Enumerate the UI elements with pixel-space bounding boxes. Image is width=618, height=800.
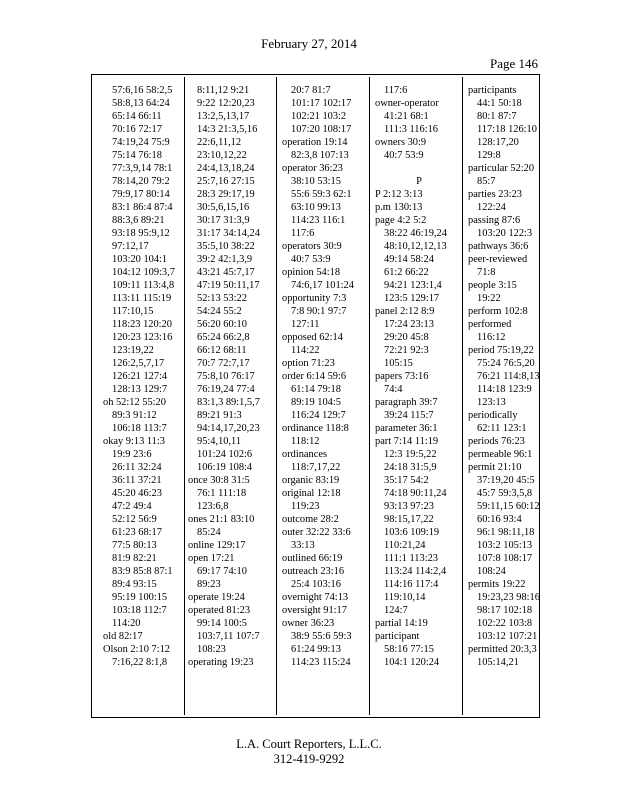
index-line: original 12:18 xyxy=(282,488,341,499)
index-line: 101:24 102:6 xyxy=(197,449,253,460)
index-line: 104:12 109:3,7 xyxy=(112,267,175,278)
index-line: 124:7 xyxy=(384,605,408,616)
index-line: 35:5,10 38:22 xyxy=(197,241,255,252)
index-line: 107:20 108:17 xyxy=(291,124,352,135)
index-line: 102:21 103:2 xyxy=(291,111,347,122)
index-line: 129:8 xyxy=(477,150,501,161)
index-line: 65:14 66:11 xyxy=(112,111,162,122)
index-line: panel 2:12 8:9 xyxy=(375,306,435,317)
index-line: 78:14,20 79:2 xyxy=(112,176,170,187)
index-line: 75:24 76:5,20 xyxy=(477,358,535,369)
index-line: operator 36:23 xyxy=(282,163,343,174)
index-line: p.m 130:13 xyxy=(375,202,423,213)
index-line: 122:24 xyxy=(477,202,506,213)
index-line: 65:24 66:2,8 xyxy=(197,332,250,343)
index-line: operators 30:9 xyxy=(282,241,342,252)
index-line xyxy=(375,162,463,175)
index-line: 37:19,20 45:5 xyxy=(477,475,535,486)
index-line: old 82:17 xyxy=(103,631,143,642)
index-line: 48:10,12,12,13 xyxy=(384,241,447,252)
index-line: organic 83:19 xyxy=(282,475,340,486)
index-line: 77:5 80:13 xyxy=(112,540,157,551)
index-line: 114:22 xyxy=(291,345,320,356)
index-line: 107:8 108:17 xyxy=(477,553,533,564)
index-line: 80:1 87:7 xyxy=(477,111,517,122)
index-line: 17:24 23:13 xyxy=(384,319,434,330)
index-line: overnight 74:13 xyxy=(282,592,349,603)
index-line: 106:19 108:4 xyxy=(197,462,253,473)
index-line: 39:24 115:7 xyxy=(384,410,434,421)
index-line: 97:12,17 xyxy=(112,241,149,252)
index-line: 24:18 31:5,9 xyxy=(384,462,437,473)
index-box xyxy=(91,74,540,718)
index-line: 9:22 12:20,23 xyxy=(197,98,255,109)
index-line: 13:2,5,13,17 xyxy=(197,111,250,122)
index-line: oh 52:12 55:20 xyxy=(103,397,166,408)
index-line: papers 73:16 xyxy=(375,371,429,382)
index-line: 110:21,24 xyxy=(384,540,426,551)
index-line: perform 102:8 xyxy=(468,306,528,317)
index-line: ordinance 118:8 xyxy=(282,423,349,434)
index-line: partial 14:19 xyxy=(375,618,428,629)
index-line: 118:12 xyxy=(291,436,320,447)
index-line: 117:10,15 xyxy=(112,306,154,317)
index-line: 89:23 xyxy=(197,579,221,590)
index-line: P 2:12 3:13 xyxy=(375,189,423,200)
index-line: 89:4 93:15 xyxy=(112,579,157,590)
index-line: 127:11 xyxy=(291,319,320,330)
index-line: 52:12 56:9 xyxy=(112,514,157,525)
index-line: permeable 96:1 xyxy=(468,449,533,460)
index-column-2 xyxy=(188,84,270,715)
index-line: 105:15 xyxy=(384,358,413,369)
index-line: people 3:15 xyxy=(468,280,517,291)
index-line: 93:18 95:9,12 xyxy=(112,228,170,239)
footer-phone: 312-419-9292 xyxy=(273,752,345,766)
index-line: 128:17,20 xyxy=(477,137,519,148)
index-line: page 4:2 5:2 xyxy=(375,215,427,226)
index-line: once 30:8 31:5 xyxy=(188,475,250,486)
index-line: 58:16 77:15 xyxy=(384,644,434,655)
index-column-3 xyxy=(282,84,370,715)
index-line: 95:19 100:15 xyxy=(112,592,168,603)
index-line: 83:1 86:4 87:4 xyxy=(112,202,173,213)
index-line: 88:3,6 89:21 xyxy=(112,215,165,226)
page-date: February 27, 2014 xyxy=(261,36,357,51)
index-line: 76:21 114:8,13 xyxy=(477,371,540,382)
index-line: 61:14 79:18 xyxy=(291,384,341,395)
page-number: Page 146 xyxy=(490,56,539,71)
index-line: 55:6 59:3 62:1 xyxy=(291,189,352,200)
index-line: operation 19:14 xyxy=(282,137,348,148)
index-line: 119:10,14 xyxy=(384,592,426,603)
index-line: 76:1 111:18 xyxy=(197,488,247,499)
index-line: 108:23 xyxy=(197,644,226,655)
index-line: 49:14 58:24 xyxy=(384,254,434,265)
index-line: outlined 66:19 xyxy=(282,553,343,564)
index-line: 52:13 53:22 xyxy=(197,293,247,304)
column-divider xyxy=(462,77,463,715)
index-line: 98:15,17,22 xyxy=(384,514,434,525)
index-line: periodically xyxy=(468,410,518,421)
index-line: opposed 62:14 xyxy=(282,332,343,343)
index-line: pathways 36:6 xyxy=(468,241,529,252)
index-line: 66:12 68:11 xyxy=(197,345,247,356)
index-line: 89:21 91:3 xyxy=(197,410,242,421)
index-line: outcome 28:2 xyxy=(282,514,339,525)
index-line: 118:23 120:20 xyxy=(112,319,172,330)
index-line: 82:3,8 107:13 xyxy=(291,150,349,161)
index-line: 99:14 100:5 xyxy=(197,618,247,629)
index-line: participants xyxy=(468,85,517,96)
index-line: 83:1,3 89:1,5,7 xyxy=(197,397,260,408)
index-line: 116:12 xyxy=(477,332,506,343)
index-line: 123:5 129:17 xyxy=(384,293,440,304)
index-line: particular 52:20 xyxy=(468,163,535,174)
index-line: 117:6 xyxy=(384,85,408,96)
index-line: 74:18 90:11,24 xyxy=(384,488,447,499)
index-line: opportunity 7:3 xyxy=(282,293,347,304)
index-line: part 7:14 11:19 xyxy=(375,436,439,447)
index-line: 120:23 123:16 xyxy=(112,332,173,343)
index-column-4 xyxy=(375,84,463,715)
column-divider xyxy=(184,77,185,715)
index-line: permitted 20:3,3 xyxy=(468,644,537,655)
index-line: 19:23,23 98:16 xyxy=(477,592,540,603)
index-line: 38:9 55:6 59:3 xyxy=(291,631,352,642)
index-line: 41:21 68:1 xyxy=(384,111,429,122)
index-line: 96:1 98:11,18 xyxy=(477,527,535,538)
index-line: 75:14 76:18 xyxy=(112,150,162,161)
index-line: 83:9 85:8 87:1 xyxy=(112,566,173,577)
index-line: 108:24 xyxy=(477,566,506,577)
index-line: 103:6 109:19 xyxy=(384,527,440,538)
index-line: owner 36:23 xyxy=(282,618,335,629)
index-line: peer-reviewed xyxy=(468,254,528,265)
index-line: option 71:23 xyxy=(282,358,335,369)
index-line: 116:24 129:7 xyxy=(291,410,346,421)
index-line: open 17:21 xyxy=(188,553,235,564)
index-line: 113:24 114:2,4 xyxy=(384,566,447,577)
index-line: 19:9 23:6 xyxy=(112,449,152,460)
index-line: performed xyxy=(468,319,512,330)
index-line: 81:9 82:21 xyxy=(112,553,157,564)
index-line: 117:18 126:10 xyxy=(477,124,537,135)
index-line: 106:18 113:7 xyxy=(112,423,167,434)
index-line: 104:1 120:24 xyxy=(384,657,440,668)
index-line: 117:6 xyxy=(291,228,315,239)
index-line: 69:17 74:10 xyxy=(197,566,247,577)
index-line: 36:11 37:21 xyxy=(112,475,162,486)
index-line: parameter 36:1 xyxy=(375,423,438,434)
index-column-1 xyxy=(103,84,183,715)
index-line: 98:17 102:18 xyxy=(477,605,533,616)
index-line: 56:20 60:10 xyxy=(197,319,247,330)
index-line: 40:7 53:9 xyxy=(291,254,331,265)
index-line: participant xyxy=(375,631,420,642)
index-line: 85:7 xyxy=(477,176,496,187)
index-line: 28:3 29:17,19 xyxy=(197,189,255,200)
index-line: 35:17 54:2 xyxy=(384,475,429,486)
index-line: 7:8 90:1 97:7 xyxy=(291,306,347,317)
index-line: 85:24 xyxy=(197,527,221,538)
index-line: 76:19,24 77:4 xyxy=(197,384,255,395)
index-line: order 6:14 59:6 xyxy=(282,371,347,382)
index-line: 128:13 129:7 xyxy=(112,384,168,395)
index-line: 40:7 53:9 xyxy=(384,150,424,161)
index-line: 23:10,12,22 xyxy=(197,150,247,161)
index-line: operate 19:24 xyxy=(188,592,245,603)
index-line: 126:21 127:4 xyxy=(112,371,168,382)
index-line: 101:17 102:17 xyxy=(291,98,352,109)
index-line: 70:7 72:7,17 xyxy=(197,358,250,369)
index-line: 45:20 46:23 xyxy=(112,488,162,499)
index-line: 94:21 123:1,4 xyxy=(384,280,442,291)
index-line: 123:19,22 xyxy=(112,345,154,356)
index-line: 103:20 104:1 xyxy=(112,254,168,265)
index-line: 95:4,10,11 xyxy=(197,436,242,447)
column-divider xyxy=(276,77,277,715)
index-line: 103:2 105:13 xyxy=(477,540,533,551)
index-line: 114:23 115:24 xyxy=(291,657,351,668)
index-line: 123:13 xyxy=(477,397,506,408)
index-line: passing 87:6 xyxy=(468,215,521,226)
index-line: 58:8,13 64:24 xyxy=(112,98,170,109)
index-line: 114:20 xyxy=(112,618,141,629)
index-line: 74:4 xyxy=(384,384,403,395)
index-line: 61:23 68:17 xyxy=(112,527,162,538)
index-line: 25:4 103:16 xyxy=(291,579,341,590)
index-line: period 75:19,22 xyxy=(468,345,534,356)
index-line: 103:12 107:21 xyxy=(477,631,538,642)
index-line: 19:22 xyxy=(477,293,501,304)
index-line: 14:3 21:3,5,16 xyxy=(197,124,258,135)
index-line: 79:9,17 80:14 xyxy=(112,189,170,200)
column-divider xyxy=(369,77,370,715)
index-line: 20:7 81:7 xyxy=(291,85,331,96)
index-line: 30:17 31:3,9 xyxy=(197,215,250,226)
index-line: 75:8,10 76:17 xyxy=(197,371,255,382)
index-line: ordinances xyxy=(282,449,328,460)
index-line: 31:17 34:14,24 xyxy=(197,228,260,239)
index-line: 118:7,17,22 xyxy=(291,462,341,473)
index-line: P xyxy=(416,176,422,187)
index-line: 61:24 99:13 xyxy=(291,644,341,655)
index-line: okay 9:13 11:3 xyxy=(103,436,165,447)
index-line: 45:7 59:3,5,8 xyxy=(477,488,533,499)
index-line: 119:23 xyxy=(291,501,320,512)
index-line: 57:6,16 58:2,5 xyxy=(112,85,173,96)
index-line: 61:2 66:22 xyxy=(384,267,429,278)
index-line: periods 76:23 xyxy=(468,436,525,447)
index-line: 109:11 113:4,8 xyxy=(112,280,175,291)
index-line: 114:18 123:9 xyxy=(477,384,532,395)
index-line: 126:2,5,7,17 xyxy=(112,358,165,369)
index-line: 8:11,12 9:21 xyxy=(197,85,250,96)
index-line: 94:14,17,20,23 xyxy=(197,423,260,434)
index-line: Olson 2:10 7:12 xyxy=(103,644,170,655)
index-line: 29:20 45:8 xyxy=(384,332,429,343)
index-line: 77:3,9,14 78:1 xyxy=(112,163,173,174)
index-line: 74:6,17 101:24 xyxy=(291,280,354,291)
index-line: 33:13 xyxy=(291,540,315,551)
index-line: parties 23:23 xyxy=(468,189,522,200)
index-line: outer 32:22 33:6 xyxy=(282,527,351,538)
index-line: opinion 54:18 xyxy=(282,267,341,278)
index-line: 25:7,16 27:15 xyxy=(197,176,255,187)
index-line: 47:19 50:11,17 xyxy=(197,280,260,291)
index-line: 22:6,11,12 xyxy=(197,137,242,148)
index-line: online 129:17 xyxy=(188,540,246,551)
index-line: outreach 23:16 xyxy=(282,566,345,577)
index-line: ones 21:1 83:10 xyxy=(188,514,255,525)
index-line: 93:13 97:23 xyxy=(384,501,434,512)
index-line: 114:23 116:1 xyxy=(291,215,346,226)
index-line: 38:22 46:19,24 xyxy=(384,228,447,239)
index-line: 44:1 50:18 xyxy=(477,98,522,109)
index-line: 103:18 112:7 xyxy=(112,605,167,616)
index-line: 105:14,21 xyxy=(477,657,519,668)
index-line: paragraph 39:7 xyxy=(375,397,438,408)
index-line: operated 81:23 xyxy=(188,605,251,616)
index-line: 103:20 122:3 xyxy=(477,228,533,239)
index-line: 43:21 45:7,17 xyxy=(197,267,255,278)
index-line: 71:8 xyxy=(477,267,496,278)
index-line: owners 30:9 xyxy=(375,137,427,148)
index-line: 111:3 116:16 xyxy=(384,124,438,135)
index-line: 47:2 49:4 xyxy=(112,501,152,512)
index-line: 89:3 91:12 xyxy=(112,410,157,421)
index-line: 30:5,6,15,16 xyxy=(197,202,250,213)
index-line: 62:11 123:1 xyxy=(477,423,527,434)
index-line: 123:6,8 xyxy=(197,501,229,512)
index-line: 103:7,11 107:7 xyxy=(197,631,260,642)
index-line: 102:22 103:8 xyxy=(477,618,533,629)
index-line: 70:16 72:17 xyxy=(112,124,162,135)
index-line: 89:19 104:5 xyxy=(291,397,341,408)
index-line: permits 19:22 xyxy=(468,579,526,590)
footer-company: L.A. Court Reporters, L.L.C. xyxy=(236,737,382,751)
index-line: 54:24 55:2 xyxy=(197,306,242,317)
index-line: 63:10 99:13 xyxy=(291,202,341,213)
index-line: 24:4,13,18,24 xyxy=(197,163,255,174)
index-line: 114:16 117:4 xyxy=(384,579,439,590)
index-line: 111:1 113:23 xyxy=(384,553,438,564)
index-line: 113:11 115:19 xyxy=(112,293,172,304)
index-line: oversight 91:17 xyxy=(282,605,347,616)
index-line: 39:2 42:1,3,9 xyxy=(197,254,253,265)
index-line: permit 21:10 xyxy=(468,462,522,473)
index-line: 74:19,24 75:9 xyxy=(112,137,170,148)
index-column-5 xyxy=(468,84,540,715)
index-line: 26:11 32:24 xyxy=(112,462,162,473)
index-line: 7:16,22 8:1,8 xyxy=(112,657,168,668)
index-line: 72:21 92:3 xyxy=(384,345,429,356)
index-line: 59:11,15 60:12 xyxy=(477,501,540,512)
index-line: operating 19:23 xyxy=(188,657,254,668)
index-line: owner-operator xyxy=(375,98,439,109)
index-line: 12:3 19:5,22 xyxy=(384,449,437,460)
index-line: 60:16 93:4 xyxy=(477,514,522,525)
index-line: 38:10 53:15 xyxy=(291,176,341,187)
